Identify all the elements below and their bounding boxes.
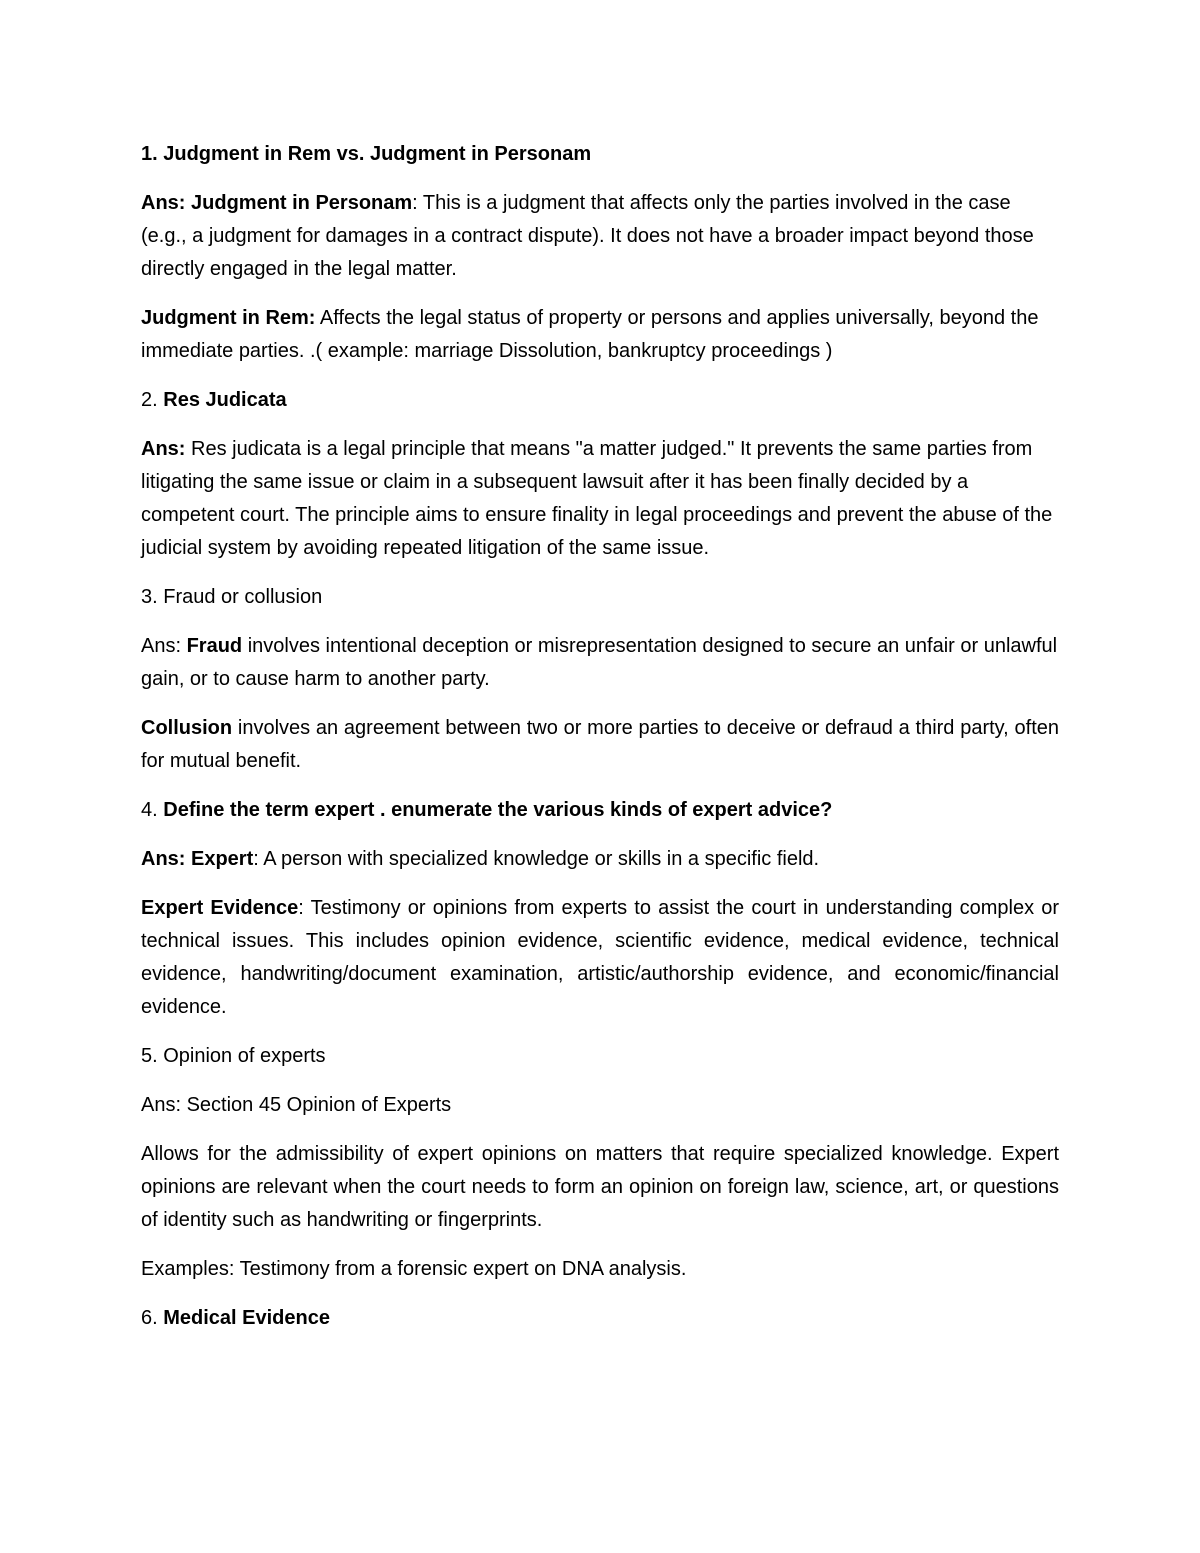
q1-answer-personam [141, 187, 1059, 286]
q4-ans-label: Ans: Expert [141, 848, 254, 870]
fraud-text: involves intentional deception or misrepresentation designed to secure an unfair or unlawful gain, or to cause harm to another party. [141, 635, 1058, 690]
q4-title: Define the term expert . enumerate the various kinds of expert advice? [163, 799, 833, 821]
expert-evidence-term: Expert Evidence [141, 897, 299, 919]
q6-title: Medical Evidence [163, 1307, 330, 1329]
expert-text: : A person with specialized knowledge or skills in a specific field. [253, 848, 820, 870]
q3-ans-label: Ans: [141, 635, 187, 657]
q5-paragraph: Allows for the admissibility of expert opinions on matters that require specialized knowledge. Expert opinions are relevant when the court needs to form an opinion on foreign law, science, art, or questions of identity such as handwriting or fingerprints. [141, 1143, 1059, 1231]
q5-examples: Examples: Testimony from a forensic expert on DNA analysis. [141, 1258, 687, 1280]
rem-text: Affects the legal status of property or persons and applies universally, beyond the immediate parties. .( example: marriage Dissolution, bankruptcy proceedings ) [141, 307, 1039, 362]
q4-answer-evidence [141, 892, 1059, 1024]
q1-answer-rem [141, 302, 1059, 368]
q4-heading [141, 794, 1059, 827]
q1-ans-label: Ans: [141, 192, 186, 214]
personam-text: : This is a judgment that affects only the parties involved in the case (e.g., a judgment for damages in a contract dispute). It does not have a broader impact beyond those directly engaged in the legal matter. [141, 192, 1034, 280]
q2-number: 2. [141, 389, 158, 411]
q4-answer-expert [141, 843, 1059, 876]
q2-title: Res Judicata [163, 389, 287, 411]
expert-evidence-text: : Testimony or opinions from experts to assist the court in understanding complex or technical issues. This includes opinion evidence, scientific evidence, medical evidence, technical evidence, handwriting/document examination, artistic/authorship evidence, and economic/financial evidence. [141, 897, 1060, 1018]
personam-term: Judgment in Personam [191, 192, 413, 214]
document-body [141, 138, 1059, 1351]
q1-title: Judgment in Rem vs. Judgment in Personam [163, 143, 592, 165]
q3-answer-collusion [141, 712, 1059, 778]
q1-heading [141, 138, 1059, 171]
fraud-term: Fraud [186, 635, 243, 657]
collusion-text: involves an agreement between two or more parties to deceive or defraud a third party, often for mutual benefit. [141, 717, 1059, 772]
q3-answer-fraud [141, 630, 1059, 696]
q1-number: 1. [141, 143, 158, 165]
q3-heading: 3. Fraud or collusion [141, 586, 323, 608]
q5-heading: 5. Opinion of experts [141, 1045, 326, 1067]
rem-term: Judgment in Rem: [141, 307, 316, 329]
q4-number: 4. [141, 799, 158, 821]
q2-text: Res judicata is a legal principle that means "a matter judged." It prevents the same parties from litigating the same issue or claim in a subsequent lawsuit after it has been finally decided by a competent court. The principle aims to ensure finality in legal proceedings and prevent the abuse of the judicial system by avoiding repeated litigation of the same issue. [141, 438, 1053, 559]
q2-answer [141, 433, 1059, 565]
q2-heading [141, 384, 1059, 417]
q2-ans-label: Ans: [141, 438, 186, 460]
collusion-term: Collusion [141, 717, 233, 739]
q5-ans-line: Ans: Section 45 Opinion of Experts [141, 1094, 452, 1116]
q6-number: 6. [141, 1307, 158, 1329]
q6-heading [141, 1302, 1059, 1335]
